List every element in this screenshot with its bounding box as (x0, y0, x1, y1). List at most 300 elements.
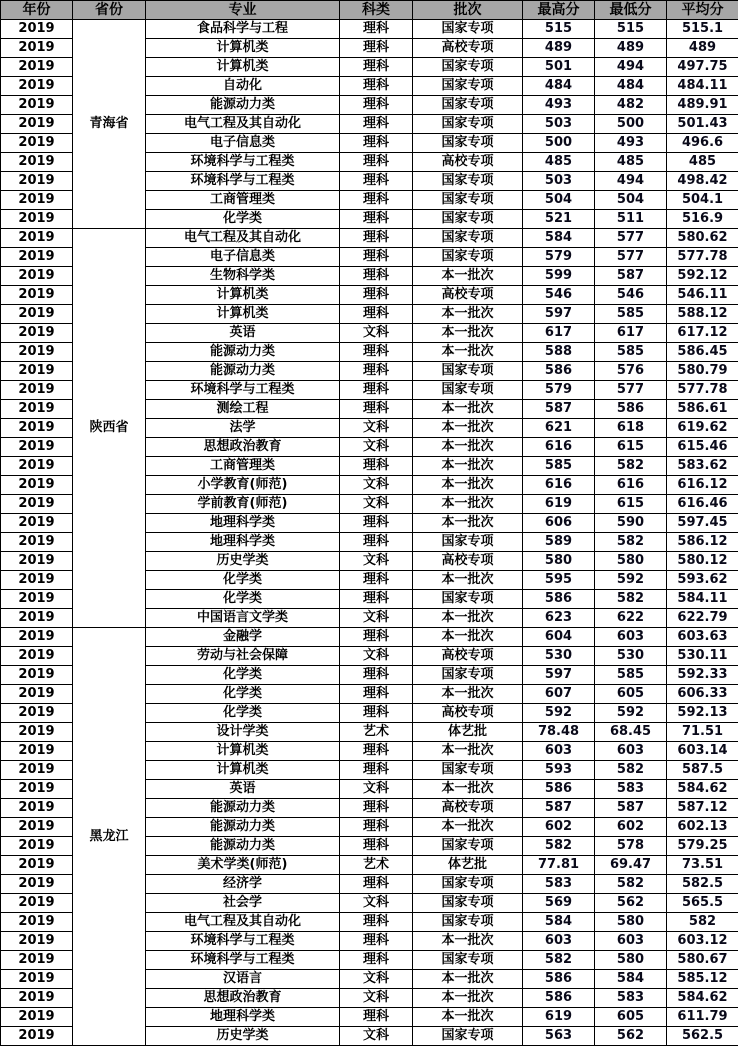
subject-cell: 理科 (340, 514, 413, 533)
year-cell: 2019 (1, 932, 73, 951)
min-score-cell: 617 (595, 324, 667, 343)
max-score-cell: 569 (523, 894, 595, 913)
subject-cell: 理科 (340, 77, 413, 96)
avg-score-cell: 515.1 (667, 20, 738, 39)
year-cell: 2019 (1, 533, 73, 552)
subject-cell: 文科 (340, 647, 413, 666)
major-cell: 学前教育(师范) (146, 495, 340, 514)
major-cell: 历史学类 (146, 552, 340, 571)
batch-cell: 体艺批 (413, 723, 523, 742)
max-score-cell: 603 (523, 742, 595, 761)
avg-score-cell: 565.5 (667, 894, 738, 913)
table-row (1, 20, 738, 39)
major-cell: 化学类 (146, 685, 340, 704)
avg-score-cell: 580.12 (667, 552, 738, 571)
batch-cell: 本一批次 (413, 818, 523, 837)
avg-score-cell: 585.12 (667, 970, 738, 989)
batch-cell: 本一批次 (413, 932, 523, 951)
avg-score-cell: 584.11 (667, 590, 738, 609)
year-cell: 2019 (1, 210, 73, 229)
year-cell: 2019 (1, 742, 73, 761)
subject-cell: 理科 (340, 210, 413, 229)
max-score-cell: 603 (523, 932, 595, 951)
min-score-cell: 582 (595, 875, 667, 894)
max-score-cell: 493 (523, 96, 595, 115)
max-score-cell: 597 (523, 305, 595, 324)
batch-cell: 本一批次 (413, 989, 523, 1008)
year-cell: 2019 (1, 799, 73, 818)
max-score-cell: 586 (523, 780, 595, 799)
header-batch: 批次 (413, 1, 523, 20)
year-cell: 2019 (1, 476, 73, 495)
major-cell: 计算机类 (146, 761, 340, 780)
batch-cell: 国家专项 (413, 875, 523, 894)
year-cell: 2019 (1, 115, 73, 134)
min-score-cell: 515 (595, 20, 667, 39)
max-score-cell: 579 (523, 248, 595, 267)
batch-cell: 国家专项 (413, 533, 523, 552)
batch-cell: 高校专项 (413, 286, 523, 305)
subject-cell: 理科 (340, 628, 413, 647)
year-cell: 2019 (1, 305, 73, 324)
avg-score-cell: 579.25 (667, 837, 738, 856)
major-cell: 思想政治教育 (146, 438, 340, 457)
batch-cell: 本一批次 (413, 685, 523, 704)
header-max-score: 最高分 (523, 1, 595, 20)
min-score-cell: 584 (595, 970, 667, 989)
subject-cell: 理科 (340, 742, 413, 761)
major-cell: 电气工程及其自动化 (146, 229, 340, 248)
major-cell: 中国语言文学类 (146, 609, 340, 628)
year-cell: 2019 (1, 514, 73, 533)
avg-score-cell: 489.91 (667, 96, 738, 115)
major-cell: 劳动与社会保障 (146, 647, 340, 666)
max-score-cell: 584 (523, 913, 595, 932)
avg-score-cell: 586.61 (667, 400, 738, 419)
batch-cell: 国家专项 (413, 837, 523, 856)
max-score-cell: 585 (523, 457, 595, 476)
year-cell: 2019 (1, 229, 73, 248)
major-cell: 电子信息类 (146, 134, 340, 153)
min-score-cell: 585 (595, 305, 667, 324)
avg-score-cell: 582.5 (667, 875, 738, 894)
year-cell: 2019 (1, 286, 73, 305)
subject-cell: 理科 (340, 1008, 413, 1027)
major-cell: 环境科学与工程类 (146, 153, 340, 172)
max-score-cell: 503 (523, 115, 595, 134)
avg-score-cell: 603.63 (667, 628, 738, 647)
avg-score-cell: 73.51 (667, 856, 738, 875)
year-cell: 2019 (1, 58, 73, 77)
major-cell: 食品科学与工程 (146, 20, 340, 39)
batch-cell: 国家专项 (413, 58, 523, 77)
max-score-cell: 586 (523, 362, 595, 381)
max-score-cell: 604 (523, 628, 595, 647)
header-subject: 科类 (340, 1, 413, 20)
avg-score-cell: 71.51 (667, 723, 738, 742)
max-score-cell: 501 (523, 58, 595, 77)
max-score-cell: 504 (523, 191, 595, 210)
batch-cell: 本一批次 (413, 628, 523, 647)
major-cell: 测绘工程 (146, 400, 340, 419)
year-cell: 2019 (1, 894, 73, 913)
min-score-cell: 592 (595, 704, 667, 723)
avg-score-cell: 582 (667, 913, 738, 932)
min-score-cell: 583 (595, 989, 667, 1008)
batch-cell: 高校专项 (413, 799, 523, 818)
subject-cell: 艺术 (340, 856, 413, 875)
batch-cell: 本一批次 (413, 970, 523, 989)
batch-cell: 本一批次 (413, 780, 523, 799)
min-score-cell: 580 (595, 951, 667, 970)
subject-cell: 理科 (340, 229, 413, 248)
subject-cell: 理科 (340, 818, 413, 837)
max-score-cell: 587 (523, 799, 595, 818)
major-cell: 环境科学与工程类 (146, 932, 340, 951)
subject-cell: 文科 (340, 970, 413, 989)
avg-score-cell: 484.11 (667, 77, 738, 96)
year-cell: 2019 (1, 343, 73, 362)
max-score-cell: 521 (523, 210, 595, 229)
max-score-cell: 515 (523, 20, 595, 39)
batch-cell: 本一批次 (413, 419, 523, 438)
header-avg-score: 平均分 (667, 1, 738, 20)
batch-cell: 国家专项 (413, 1027, 523, 1046)
subject-cell: 理科 (340, 590, 413, 609)
avg-score-cell: 546.11 (667, 286, 738, 305)
avg-score-cell: 498.42 (667, 172, 738, 191)
avg-score-cell: 577.78 (667, 381, 738, 400)
subject-cell: 理科 (340, 704, 413, 723)
major-cell: 化学类 (146, 704, 340, 723)
major-cell: 法学 (146, 419, 340, 438)
max-score-cell: 587 (523, 400, 595, 419)
batch-cell: 国家专项 (413, 20, 523, 39)
subject-cell: 文科 (340, 495, 413, 514)
major-cell: 金融学 (146, 628, 340, 647)
subject-cell: 理科 (340, 875, 413, 894)
subject-cell: 理科 (340, 96, 413, 115)
batch-cell: 国家专项 (413, 172, 523, 191)
batch-cell: 本一批次 (413, 742, 523, 761)
batch-cell: 国家专项 (413, 96, 523, 115)
min-score-cell: 616 (595, 476, 667, 495)
subject-cell: 理科 (340, 115, 413, 134)
max-score-cell: 602 (523, 818, 595, 837)
avg-score-cell: 592.33 (667, 666, 738, 685)
major-cell: 经济学 (146, 875, 340, 894)
batch-cell: 国家专项 (413, 115, 523, 134)
year-cell: 2019 (1, 818, 73, 837)
min-score-cell: 585 (595, 343, 667, 362)
min-score-cell: 615 (595, 438, 667, 457)
year-cell: 2019 (1, 552, 73, 571)
avg-score-cell: 616.12 (667, 476, 738, 495)
year-cell: 2019 (1, 362, 73, 381)
avg-score-cell: 496.6 (667, 134, 738, 153)
subject-cell: 理科 (340, 134, 413, 153)
subject-cell: 理科 (340, 172, 413, 191)
avg-score-cell: 562.5 (667, 1027, 738, 1046)
avg-score-cell: 603.14 (667, 742, 738, 761)
min-score-cell: 580 (595, 552, 667, 571)
avg-score-cell: 577.78 (667, 248, 738, 267)
max-score-cell: 616 (523, 438, 595, 457)
header-min-score: 最低分 (595, 1, 667, 20)
subject-cell: 理科 (340, 571, 413, 590)
min-score-cell: 577 (595, 381, 667, 400)
avg-score-cell: 611.79 (667, 1008, 738, 1027)
province-cell: 陕西省 (73, 229, 146, 628)
max-score-cell: 546 (523, 286, 595, 305)
major-cell: 化学类 (146, 666, 340, 685)
avg-score-cell: 583.62 (667, 457, 738, 476)
major-cell: 化学类 (146, 590, 340, 609)
avg-score-cell: 617.12 (667, 324, 738, 343)
avg-score-cell: 619.62 (667, 419, 738, 438)
year-cell: 2019 (1, 457, 73, 476)
year-cell: 2019 (1, 837, 73, 856)
subject-cell: 理科 (340, 951, 413, 970)
year-cell: 2019 (1, 248, 73, 267)
min-score-cell: 546 (595, 286, 667, 305)
batch-cell: 国家专项 (413, 210, 523, 229)
min-score-cell: 603 (595, 628, 667, 647)
year-cell: 2019 (1, 381, 73, 400)
subject-cell: 理科 (340, 913, 413, 932)
max-score-cell: 595 (523, 571, 595, 590)
avg-score-cell: 602.13 (667, 818, 738, 837)
subject-cell: 文科 (340, 324, 413, 343)
avg-score-cell: 580.79 (667, 362, 738, 381)
avg-score-cell: 501.43 (667, 115, 738, 134)
min-score-cell: 577 (595, 248, 667, 267)
min-score-cell: 68.45 (595, 723, 667, 742)
max-score-cell: 584 (523, 229, 595, 248)
avg-score-cell: 593.62 (667, 571, 738, 590)
subject-cell: 理科 (340, 457, 413, 476)
year-cell: 2019 (1, 951, 73, 970)
major-cell: 环境科学与工程类 (146, 381, 340, 400)
batch-cell: 本一批次 (413, 1008, 523, 1027)
max-score-cell: 530 (523, 647, 595, 666)
major-cell: 历史学类 (146, 1027, 340, 1046)
avg-score-cell: 592.13 (667, 704, 738, 723)
batch-cell: 高校专项 (413, 647, 523, 666)
max-score-cell: 599 (523, 267, 595, 286)
batch-cell: 国家专项 (413, 666, 523, 685)
max-score-cell: 580 (523, 552, 595, 571)
avg-score-cell: 588.12 (667, 305, 738, 324)
max-score-cell: 597 (523, 666, 595, 685)
major-cell: 能源动力类 (146, 837, 340, 856)
min-score-cell: 602 (595, 818, 667, 837)
max-score-cell: 617 (523, 324, 595, 343)
avg-score-cell: 592.12 (667, 267, 738, 286)
max-score-cell: 619 (523, 495, 595, 514)
max-score-cell: 582 (523, 837, 595, 856)
avg-score-cell: 489 (667, 39, 738, 58)
major-cell: 思想政治教育 (146, 989, 340, 1008)
batch-cell: 本一批次 (413, 514, 523, 533)
header-major: 专业 (146, 1, 340, 20)
year-cell: 2019 (1, 875, 73, 894)
major-cell: 英语 (146, 324, 340, 343)
year-cell: 2019 (1, 970, 73, 989)
max-score-cell: 586 (523, 970, 595, 989)
table-body (1, 20, 738, 1046)
year-cell: 2019 (1, 780, 73, 799)
subject-cell: 理科 (340, 381, 413, 400)
max-score-cell: 500 (523, 134, 595, 153)
min-score-cell: 493 (595, 134, 667, 153)
batch-cell: 国家专项 (413, 381, 523, 400)
batch-cell: 体艺批 (413, 856, 523, 875)
header-year: 年份 (1, 1, 73, 20)
avg-score-cell: 497.75 (667, 58, 738, 77)
max-score-cell: 621 (523, 419, 595, 438)
max-score-cell: 588 (523, 343, 595, 362)
subject-cell: 理科 (340, 286, 413, 305)
batch-cell: 高校专项 (413, 704, 523, 723)
max-score-cell: 593 (523, 761, 595, 780)
major-cell: 计算机类 (146, 305, 340, 324)
subject-cell: 理科 (340, 248, 413, 267)
major-cell: 生物科学类 (146, 267, 340, 286)
year-cell: 2019 (1, 704, 73, 723)
batch-cell: 国家专项 (413, 229, 523, 248)
batch-cell: 国家专项 (413, 191, 523, 210)
batch-cell: 国家专项 (413, 951, 523, 970)
province-cell: 黑龙江 (73, 628, 146, 1046)
subject-cell: 理科 (340, 58, 413, 77)
avg-score-cell: 622.79 (667, 609, 738, 628)
max-score-cell: 78.48 (523, 723, 595, 742)
max-score-cell: 484 (523, 77, 595, 96)
year-cell: 2019 (1, 172, 73, 191)
avg-score-cell: 586.12 (667, 533, 738, 552)
year-cell: 2019 (1, 324, 73, 343)
batch-cell: 国家专项 (413, 590, 523, 609)
min-score-cell: 582 (595, 533, 667, 552)
max-score-cell: 619 (523, 1008, 595, 1027)
year-cell: 2019 (1, 647, 73, 666)
avg-score-cell: 587.12 (667, 799, 738, 818)
min-score-cell: 603 (595, 742, 667, 761)
year-cell: 2019 (1, 761, 73, 780)
max-score-cell: 586 (523, 590, 595, 609)
major-cell: 地理科学类 (146, 1008, 340, 1027)
min-score-cell: 530 (595, 647, 667, 666)
max-score-cell: 503 (523, 172, 595, 191)
major-cell: 环境科学与工程类 (146, 172, 340, 191)
major-cell: 设计学类 (146, 723, 340, 742)
min-score-cell: 603 (595, 932, 667, 951)
min-score-cell: 605 (595, 1008, 667, 1027)
major-cell: 英语 (146, 780, 340, 799)
major-cell: 汉语言 (146, 970, 340, 989)
max-score-cell: 582 (523, 951, 595, 970)
batch-cell: 本一批次 (413, 267, 523, 286)
subject-cell: 理科 (340, 685, 413, 704)
major-cell: 化学类 (146, 571, 340, 590)
year-cell: 2019 (1, 96, 73, 115)
batch-cell: 高校专项 (413, 153, 523, 172)
max-score-cell: 623 (523, 609, 595, 628)
avg-score-cell: 584.62 (667, 989, 738, 1008)
avg-score-cell: 603.12 (667, 932, 738, 951)
year-cell: 2019 (1, 20, 73, 39)
min-score-cell: 615 (595, 495, 667, 514)
max-score-cell: 607 (523, 685, 595, 704)
batch-cell: 本一批次 (413, 457, 523, 476)
subject-cell: 理科 (340, 39, 413, 58)
max-score-cell: 586 (523, 989, 595, 1008)
min-score-cell: 494 (595, 172, 667, 191)
subject-cell: 理科 (340, 837, 413, 856)
min-score-cell: 485 (595, 153, 667, 172)
subject-cell: 理科 (340, 761, 413, 780)
batch-cell: 国家专项 (413, 761, 523, 780)
batch-cell: 国家专项 (413, 77, 523, 96)
year-cell: 2019 (1, 1027, 73, 1046)
min-score-cell: 562 (595, 894, 667, 913)
batch-cell: 本一批次 (413, 400, 523, 419)
batch-cell: 本一批次 (413, 609, 523, 628)
table-row (1, 628, 738, 647)
max-score-cell: 592 (523, 704, 595, 723)
year-cell: 2019 (1, 590, 73, 609)
max-score-cell: 616 (523, 476, 595, 495)
major-cell: 计算机类 (146, 742, 340, 761)
subject-cell: 文科 (340, 989, 413, 1008)
subject-cell: 文科 (340, 1027, 413, 1046)
header-row (1, 1, 738, 20)
max-score-cell: 589 (523, 533, 595, 552)
min-score-cell: 582 (595, 457, 667, 476)
table-row (1, 229, 738, 248)
major-cell: 能源动力类 (146, 799, 340, 818)
min-score-cell: 592 (595, 571, 667, 590)
batch-cell: 国家专项 (413, 248, 523, 267)
year-cell: 2019 (1, 153, 73, 172)
major-cell: 电子信息类 (146, 248, 340, 267)
batch-cell: 国家专项 (413, 362, 523, 381)
max-score-cell: 77.81 (523, 856, 595, 875)
subject-cell: 理科 (340, 191, 413, 210)
subject-cell: 文科 (340, 419, 413, 438)
year-cell: 2019 (1, 571, 73, 590)
year-cell: 2019 (1, 628, 73, 647)
max-score-cell: 583 (523, 875, 595, 894)
min-score-cell: 484 (595, 77, 667, 96)
major-cell: 能源动力类 (146, 362, 340, 381)
major-cell: 计算机类 (146, 58, 340, 77)
year-cell: 2019 (1, 438, 73, 457)
max-score-cell: 606 (523, 514, 595, 533)
min-score-cell: 578 (595, 837, 667, 856)
header-province: 省份 (73, 1, 146, 20)
subject-cell: 理科 (340, 400, 413, 419)
subject-cell: 理科 (340, 153, 413, 172)
min-score-cell: 580 (595, 913, 667, 932)
avg-score-cell: 597.45 (667, 514, 738, 533)
avg-score-cell: 584.62 (667, 780, 738, 799)
year-cell: 2019 (1, 419, 73, 438)
year-cell: 2019 (1, 39, 73, 58)
year-cell: 2019 (1, 191, 73, 210)
batch-cell: 本一批次 (413, 571, 523, 590)
